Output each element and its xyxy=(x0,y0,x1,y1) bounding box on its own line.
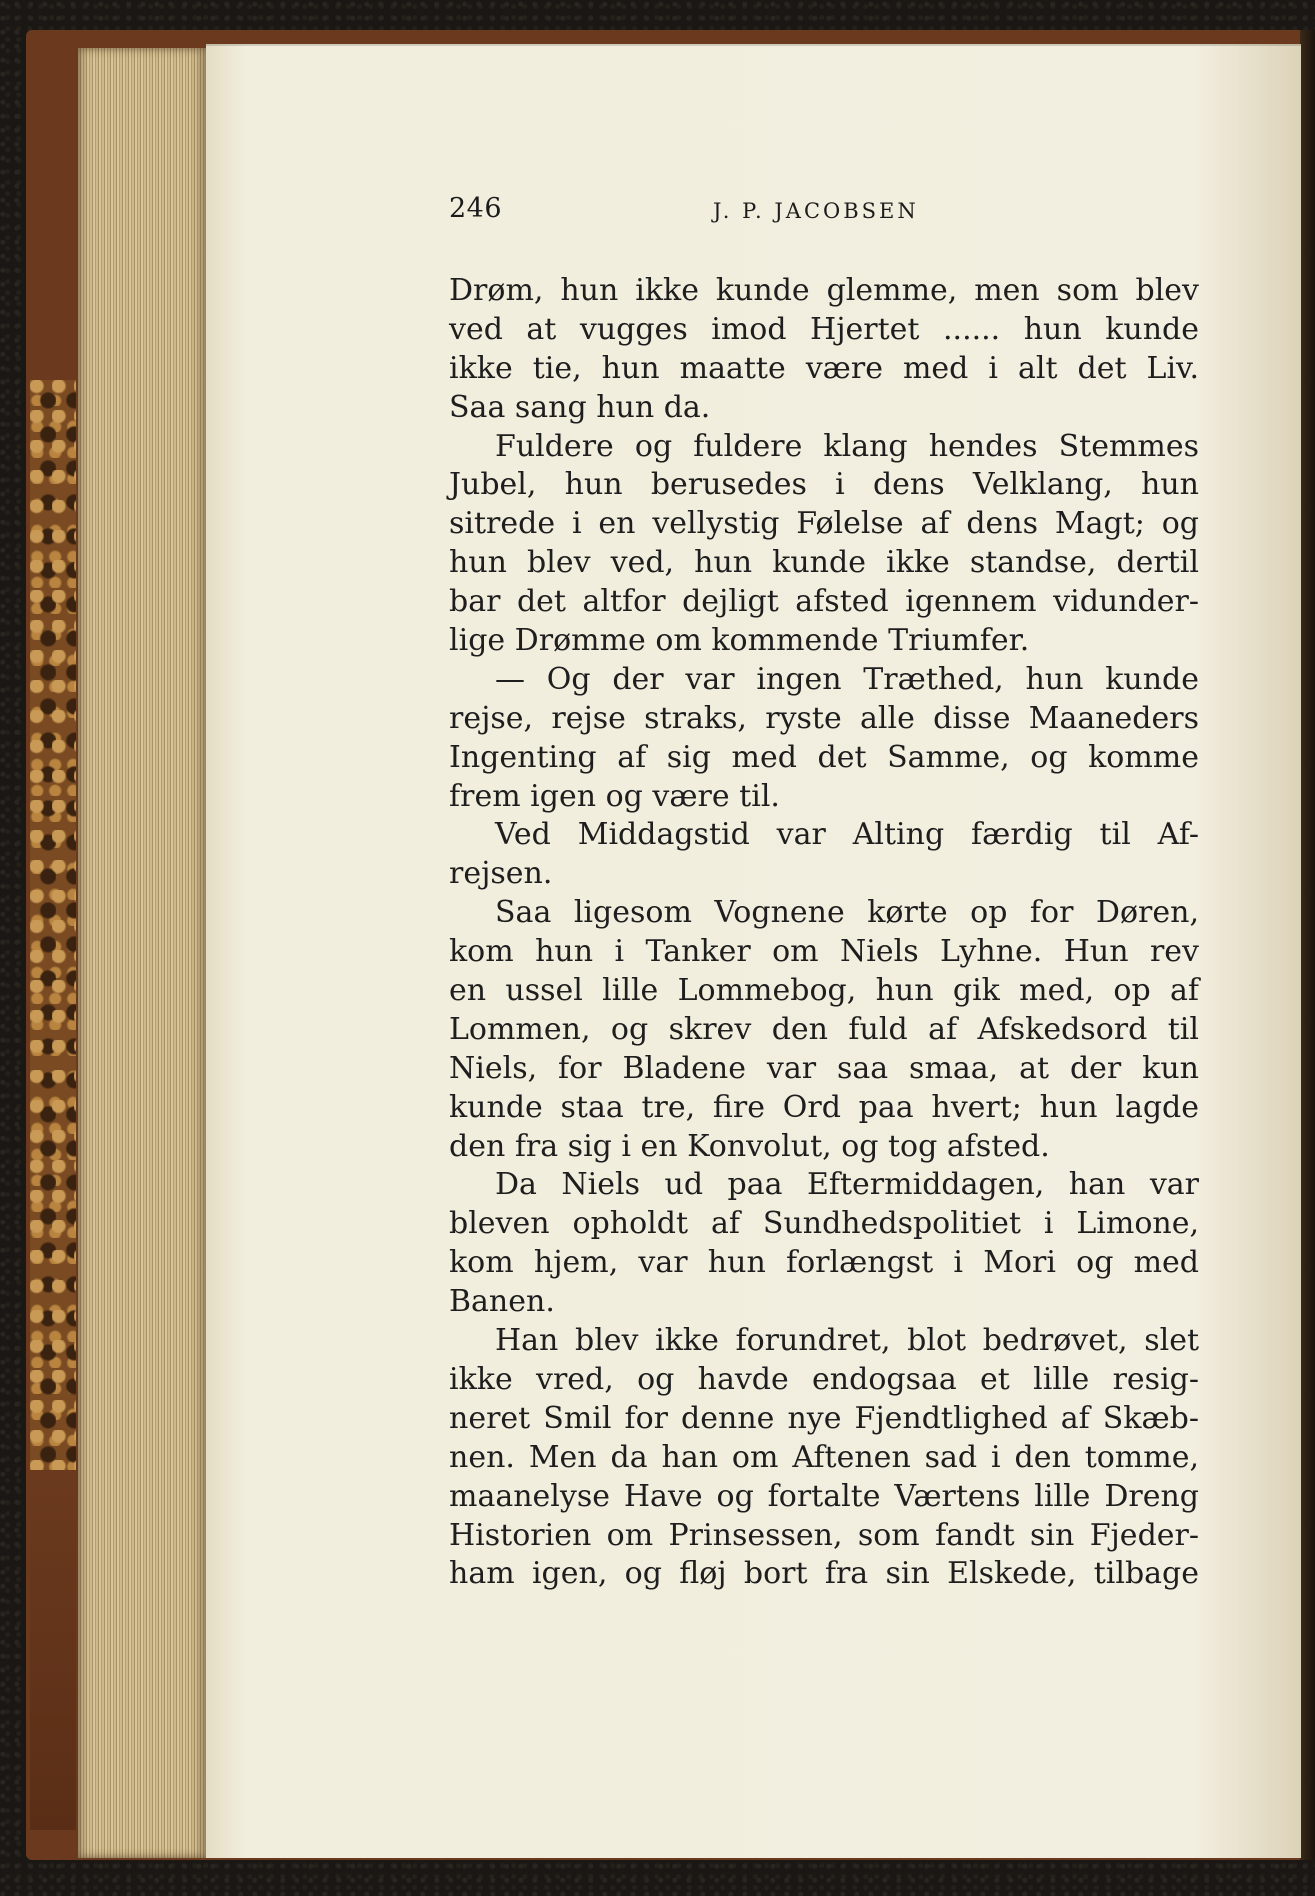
gutter-shadow xyxy=(1300,30,1315,1860)
text-line: Da Niels ud paa Eftermiddagen, han var xyxy=(495,1167,1199,1203)
text-line: neret Smil for denne nye Fjendtlighed af Skæb- xyxy=(449,1400,1199,1436)
text-line: Fuldere og fuldere klang hendes Stemmes xyxy=(495,428,1199,464)
text-line: kom hun i Tanker om Niels Lyhne. Hun rev xyxy=(449,934,1199,970)
body-text xyxy=(449,272,1199,1594)
text-line: hun blev ved, hun kunde ikke standse, dertil xyxy=(449,545,1199,581)
text-line: bleven opholdt af Sundhedspolitiet i Limone, xyxy=(449,1206,1199,1242)
text-line: Historien om Prinsessen, som fandt sin Fjeder- xyxy=(449,1517,1199,1553)
text-line: Lommen, og skrev den fuld af Afskedsord til xyxy=(449,1011,1199,1047)
text-line: Saa ligesom Vognene kørte op for Døren, xyxy=(495,895,1199,931)
text-line: Han blev ikke forundret, blot bedrøvet, slet xyxy=(495,1323,1199,1359)
page-header xyxy=(449,193,1199,233)
text-line: ikke vred, og havde endogsaa et lille resig- xyxy=(449,1361,1199,1397)
text-line: bar det altfor dejligt afsted igennem vidunder- xyxy=(449,584,1199,620)
text-line: Ingenting af sig med det Samme, og komme xyxy=(449,739,1199,775)
text-line: Banen. xyxy=(449,1284,555,1320)
text-line: frem igen og være til. xyxy=(449,778,780,814)
text-line: lige Drømme om kommende Triumfer. xyxy=(449,623,1030,659)
page-number: 246 xyxy=(449,193,503,224)
text-line: ved at vugges imod Hjertet ...... hun kunde xyxy=(449,311,1199,347)
text-line: ham igen, og fløj bort fra sin Elskede, tilbage xyxy=(449,1556,1199,1592)
text-line: — Og der var ingen Træthed, hun kunde xyxy=(495,661,1199,697)
text-line: den fra sig i en Konvolut, og tog afsted. xyxy=(449,1128,1050,1164)
marbled-cover-paper xyxy=(30,380,76,1470)
text-line: ikke tie, hun maatte være med i alt det Liv. xyxy=(449,350,1199,386)
text-line: nen. Men da han om Aftenen sad i den tomme, xyxy=(449,1439,1199,1475)
text-line: Niels, for Bladene var saa smaa, at der kun xyxy=(449,1050,1199,1086)
running-head: J. P. JACOBSEN xyxy=(713,199,919,223)
text-line: Drøm, hun ikke kunde glemme, men som blev xyxy=(449,273,1199,308)
text-line: Saa sang hun da. xyxy=(449,389,711,425)
leather-corner xyxy=(30,1470,76,1830)
text-line: en ussel lille Lommebog, hun gik med, op af xyxy=(449,973,1199,1009)
text-line: Ved Middagstid var Alting færdig til Af- xyxy=(495,817,1199,853)
text-line: maanelyse Have og fortalte Værtens lille Dreng xyxy=(449,1478,1199,1514)
text-line: Jubel, hun berusedes i dens Velklang, hun xyxy=(449,467,1199,503)
page-edges xyxy=(78,48,206,1858)
text-line: kom hjem, var hun forlængst i Mori og med xyxy=(449,1245,1199,1281)
text-line: kunde staa tre, fire Ord paa hvert; hun lagde xyxy=(449,1089,1199,1125)
text-line: rejsen. xyxy=(449,856,553,892)
text-line: rejse, rejse straks, ryste alle disse Maaneders xyxy=(449,700,1199,736)
text-line: sitrede i en vellystig Følelse af dens Magt; og xyxy=(449,506,1199,542)
